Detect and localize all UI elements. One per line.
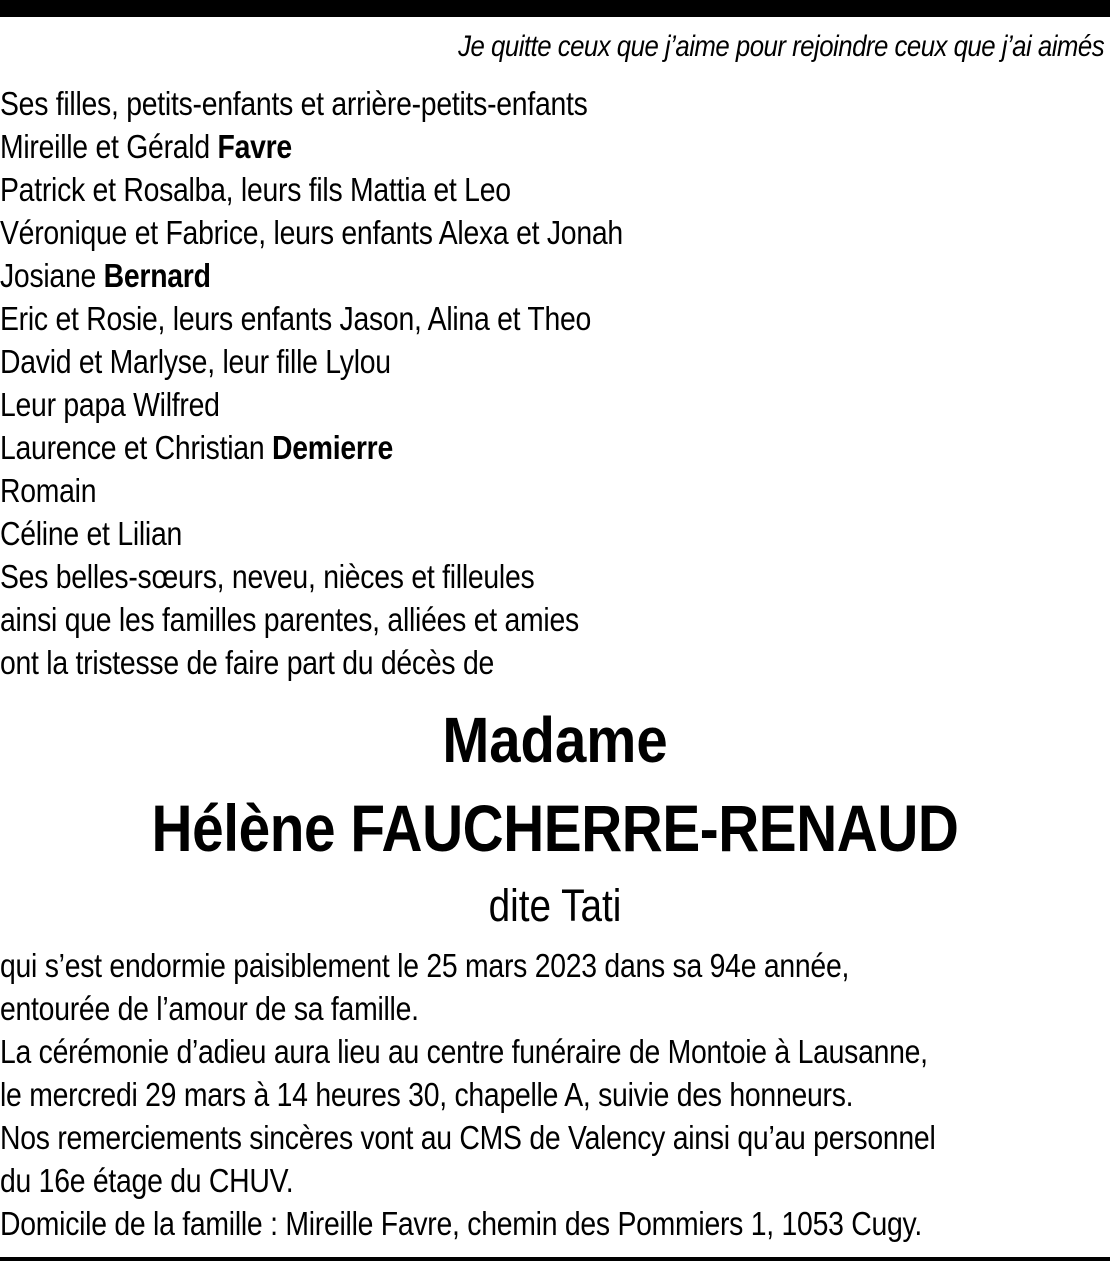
family-line: Josiane Bernard <box>0 257 211 294</box>
family-line: Céline et Lilian <box>0 515 183 552</box>
family-line: Leur papa Wilfred <box>0 386 220 423</box>
details-line: Domicile de la famille : Mireille Favre, chemin des Pommiers 1, 1053 Cugy. <box>0 1205 923 1242</box>
family-surname: Bernard <box>103 257 211 294</box>
family-line: Laurence et Christian Demierre <box>0 429 393 466</box>
family-surname: Favre <box>217 128 292 165</box>
deceased-name: Hélène FAUCHERRE-RENAUD <box>151 791 959 865</box>
family-line: Mireille et Gérald Favre <box>0 128 292 165</box>
details-line: qui s’est endormie paisiblement le 25 mars 2023 dans sa 94e année, <box>0 947 850 984</box>
epigraph-quote: Je quitte ceux que j’aime pour rejoindre ceux que j’ai aimés <box>458 30 1104 63</box>
top-border-rule <box>0 0 1110 17</box>
deceased-title: Madame <box>442 704 668 776</box>
details-line: le mercredi 29 mars à 14 heures 30, chapelle A, suivie des honneurs. <box>0 1076 854 1113</box>
family-line: Ses belles-sœurs, neveu, nièces et filleules <box>0 558 535 595</box>
ceremony-details <box>0 944 1088 1245</box>
family-line: ainsi que les familles parentes, alliées et amies <box>0 601 579 638</box>
family-line: ont la tristesse de faire part du décès de <box>0 644 495 681</box>
family-line: Romain <box>0 472 97 509</box>
family-surname: Demierre <box>271 429 393 466</box>
family-list <box>0 82 724 684</box>
details-line: Nos remerciements sincères vont au CMS de Valency ainsi qu’au personnel <box>0 1119 936 1156</box>
details-line: entourée de l’amour de sa famille. <box>0 990 419 1027</box>
family-line: Eric et Rosie, leurs enfants Jason, Alina et Theo <box>0 300 592 337</box>
family-line: Véronique et Fabrice, leurs enfants Alexa et Jonah <box>0 214 623 251</box>
deceased-nickname: dite Tati <box>488 880 622 931</box>
family-line: Ses filles, petits-enfants et arrière-petits-enfants <box>0 85 588 122</box>
details-line: du 16e étage du CHUV. <box>0 1162 294 1199</box>
details-line: La cérémonie d’adieu aura lieu au centre funéraire de Montoie à Lausanne, <box>0 1033 928 1070</box>
family-line: David et Marlyse, leur fille Lylou <box>0 343 391 380</box>
bottom-border-rule <box>0 1257 1110 1261</box>
family-line: Patrick et Rosalba, leurs fils Mattia et Leo <box>0 171 511 208</box>
